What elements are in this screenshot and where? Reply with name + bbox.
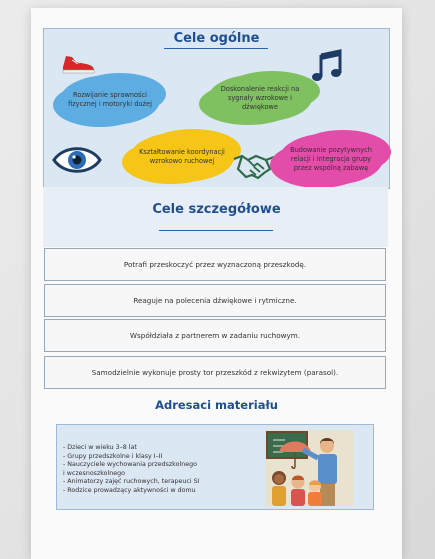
teacher-children-illustration	[265, 430, 353, 506]
goal-cloud-motor	[60, 75, 160, 125]
audience-title: Adresaci materiału	[155, 398, 278, 412]
document-page	[31, 8, 402, 559]
title-underline	[159, 230, 273, 231]
goal-cloud-text: Rozwijanie sprawności fizycznej i motoryki dużej	[68, 91, 152, 108]
audience-list	[63, 444, 223, 495]
goal-cloud-reaction	[208, 74, 312, 122]
audience-item: - Rodzice prowadzący aktywności w domu	[63, 486, 196, 494]
audience-box	[56, 424, 374, 510]
detail-goal-item: Samodzielnie wykonuje prosty tor przeszkód z rekwizytem (parasol).	[44, 356, 386, 389]
detail-goal-item: Reaguje na polecenia dźwiękowe i rytmiczne.	[44, 284, 386, 317]
sneaker-icon	[60, 53, 96, 75]
audience-item: i wczesnoszkolnego	[63, 469, 125, 477]
audience-item: - Grupy przedszkolne i klasy I–II	[63, 452, 163, 460]
goal-cloud-relations	[279, 133, 383, 185]
goal-cloud-coordination	[130, 132, 234, 182]
detail-goals-header-bg	[43, 187, 388, 247]
music-note-icon	[310, 49, 344, 83]
audience-item: - Nauczyciele wychowania przedszkolnego	[63, 461, 197, 468]
general-goals-section	[43, 28, 390, 189]
goal-cloud-text: Budowanie pozytywnych relacji i integracja grupy przez wspólną zabawę	[290, 145, 372, 172]
goal-cloud-text: Doskonalenie reakcji na sygnały wzrokowe i dźwiękowe	[220, 84, 300, 111]
detail-goal-item: Współdziała z partnerem w zadaniu ruchowym.	[44, 319, 386, 352]
general-goals-title: Cele ogólne	[173, 31, 260, 46]
audience-item: - Dzieci w wieku 3–8 lat	[63, 444, 137, 451]
handshake-icon	[232, 151, 276, 181]
detail-goals-title: Cele szczegółowe	[152, 202, 281, 217]
eye-icon	[52, 143, 102, 177]
goal-cloud-text: Kształtowanie koordynacji wzrokowo ruchowej	[139, 148, 225, 165]
detail-goal-item: Potrafi przeskoczyć przez wyznaczoną przeszkodę.	[44, 248, 386, 281]
audience-item: - Animatorzy zajęć ruchowych, terapeuci SI	[63, 478, 200, 485]
title-underline	[164, 48, 268, 49]
